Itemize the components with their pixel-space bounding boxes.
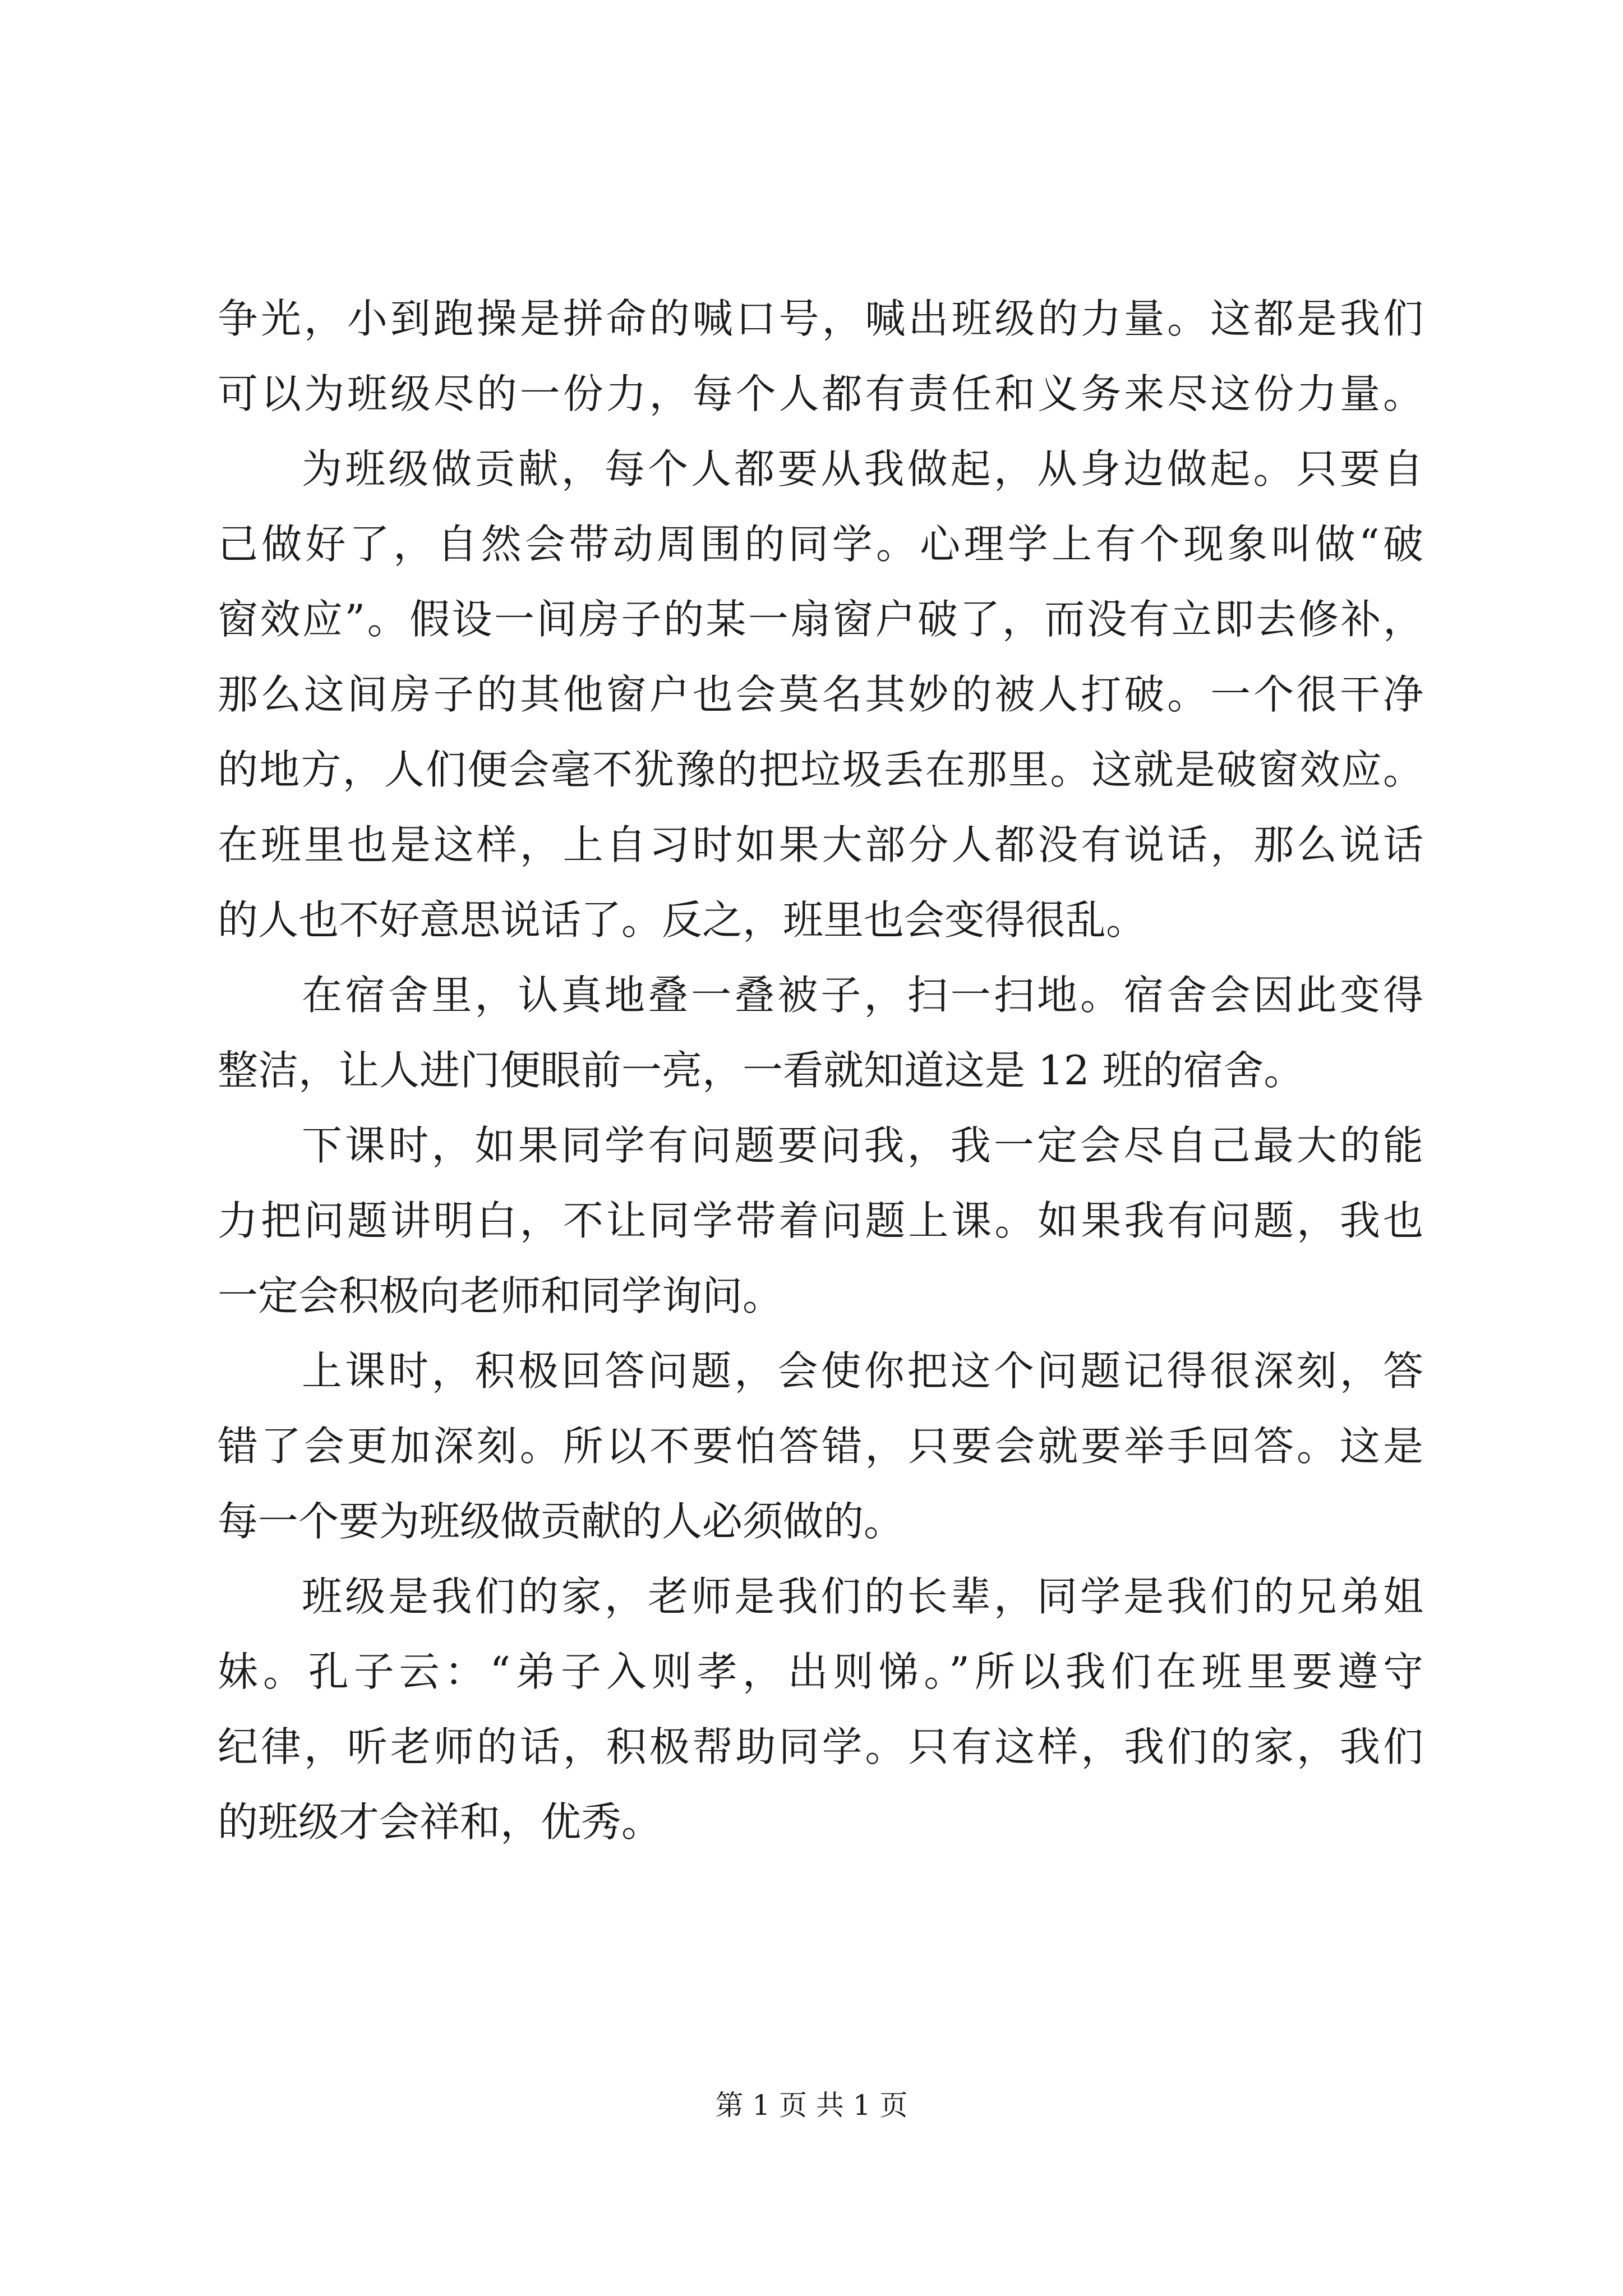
text-line: 己做好了，自然会带动周围的同学。心理学上有个现象叫做“破 — [218, 521, 1423, 568]
paragraph-start-line: 上课时，积极回答问题，会使你把这个问题记得很深刻，答 — [302, 1347, 1423, 1395]
text-line: 争光，小到跑操是拼命的喊口号，喊出班级的力量。这都是我们 — [218, 295, 1423, 342]
text-line: 在班里也是这样，上自习时如果大部分人都没有说话，那么说话 — [218, 821, 1423, 868]
text-line: 整洁，让人进门便眼前一亮，一看就知道这是 12 班的宿舍。 — [218, 1047, 1304, 1094]
text-line: 的人也不好意思说话了。反之，班里也会变得很乱。 — [218, 896, 1147, 944]
text-line: 错了会更加深刻。所以不要怕答错，只要会就要举手回答。这是 — [218, 1423, 1423, 1470]
text-line: 的地方，人们便会毫不犹豫的把垃圾丢在那里。这就是破窗效应。 — [218, 746, 1423, 793]
text-line: 的班级才会祥和，优秀。 — [218, 1798, 662, 1846]
text-line: 可以为班级尽的一份力，每个人都有责任和义务来尽这份力量。 — [218, 370, 1423, 417]
text-line: 妹。孔子云：“弟子入则孝，出则悌。”所以我们在班里要遵守 — [218, 1648, 1423, 1695]
paragraph-start-line: 下课时，如果同学有问题要问我，我一定会尽自己最大的能 — [302, 1122, 1423, 1169]
text-line: 一定会积极向老师和同学询问。 — [218, 1272, 783, 1319]
text-line: 力把问题讲明白，不让同学带着问题上课。如果我有问题，我也 — [218, 1197, 1423, 1244]
text-line: 纪律，听老师的话，积极帮助同学。只有这样，我们的家，我们 — [218, 1723, 1423, 1770]
text-line: 每一个要为班级做贡献的人必须做的。 — [218, 1498, 905, 1545]
page-footer: 第 1 页 共 1 页 — [715, 2089, 908, 2122]
paragraph-start-line: 为班级做贡献，每个人都要从我做起，从身边做起。只要自 — [302, 445, 1423, 493]
text-line: 窗效应”。假设一间房子的某一扇窗户破了，而没有立即去修补， — [218, 596, 1423, 643]
text-line: 那么这间房子的其他窗户也会莫名其妙的被人打破。一个很干净 — [218, 671, 1423, 718]
paragraph-start-line: 在宿舍里，认真地叠一叠被子，扫一扫地。宿舍会因此变得 — [302, 972, 1423, 1019]
paragraph-start-line: 班级是我们的家，老师是我们的长辈，同学是我们的兄弟姐 — [302, 1573, 1423, 1620]
